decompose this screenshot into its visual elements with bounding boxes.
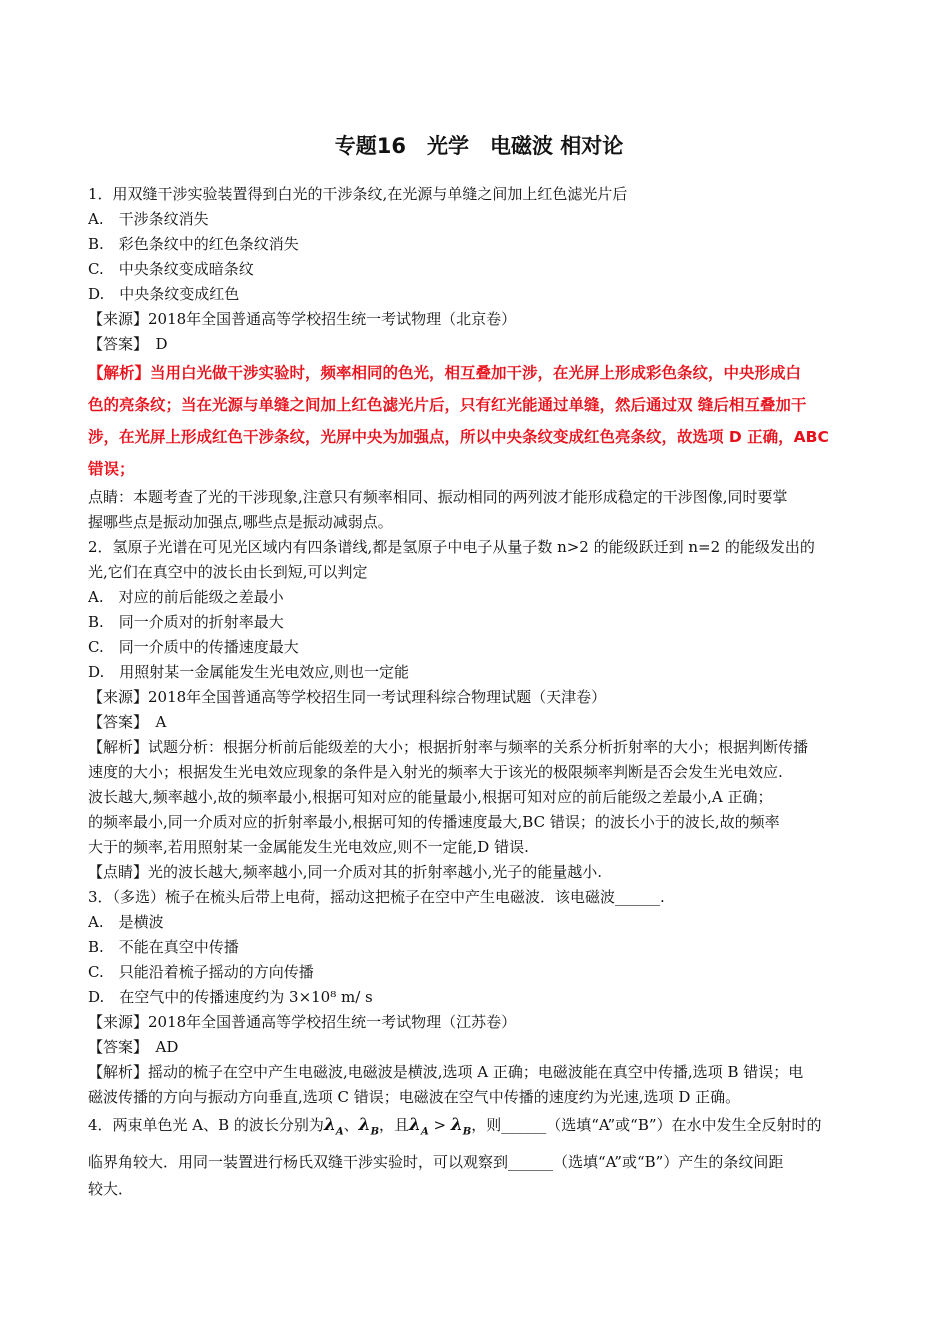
q3-analysis-line-2: 磁波传播的方向与振动方向垂直,选项 C 错误；电磁波在空气中传播的速度约为光速,选项 D 正确。: [88, 1088, 741, 1106]
q3-answer: 【答案】 AD: [88, 1038, 179, 1056]
q2-option-c: C. 同一介质中的传播速度最大: [88, 638, 299, 656]
q1-answer: 【答案】 D: [88, 335, 168, 353]
q2-comment: 【点睛】光的波长越大,频率越小,同一介质对其的折射率越小,光子的能量越小.: [88, 863, 603, 881]
q3-option-c: C. 只能沿着梳子摇动的方向传播: [88, 963, 314, 981]
q2-analysis-line-1: 【解析】试题分析：根据分析前后能级差的大小；根据折射率与频率的关系分析折射率的大小；根据判断传播: [88, 738, 809, 756]
greater-than-sign: >: [428, 1116, 451, 1134]
q4-text-part-2: ，则______（选填“A”或“B”）在水中发生全反射时的: [471, 1116, 822, 1134]
q1-analysis-line-3: 涉，在光屏上形成红色干涉条纹，光屏中央为加强点，所以中央条纹变成红色亮条纹，故选项 D 正确，ABC: [88, 428, 829, 446]
q2-stem-line-2: 光,它们在真空中的波长由长到短,可以判定: [88, 563, 368, 581]
q1-option-d: D. 中央条纹变成红色: [88, 285, 240, 303]
q1-option-c: C. 中央条纹变成暗条纹: [88, 260, 254, 278]
q3-stem: 3．（多选）梳子在梳头后带上电荷，摇动这把梳子在空中产生电磁波．该电磁波______.: [88, 888, 665, 906]
q2-option-d: D. 用照射某一金属能发生光电效应,则也一定能: [88, 663, 410, 681]
lambda-a-symbol: $\lambda_A$: [323, 1115, 344, 1138]
lambda-a-symbol-2: $\lambda_A$: [409, 1115, 429, 1138]
page-title: 专题16 光学 电磁波 相对论: [334, 134, 624, 158]
q3-analysis-line-1: 【解析】摇动的梳子在空中产生电磁波,电磁波是横波,选项 A 正确；电磁波能在真空中传播,选项 B 错误；电: [88, 1063, 804, 1081]
q2-analysis-line-5: 大于的频率,若用照射某一金属能发生光电效应,则不一定能,D 错误.: [88, 838, 529, 856]
q4-stem-line-2: 临界角较大．用同一装置进行杨氏双缝干涉实验时，可以观察到______（选填“A”或“B”）产生的条纹间距: [88, 1153, 784, 1172]
q2-analysis-line-3: 波长越大,频率越小,故的频率最小,根据可知对应的能量最小,根据可知对应的前后能级之差最小,A 正确；: [88, 788, 773, 806]
q1-analysis-line-1: 【解析】当用白光做干涉实验时，频率相同的色光，相互叠加干涉，在光屏上形成彩色条纹，中央形成白: [88, 364, 802, 382]
q1-stem: 1．用双缝干涉实验装置得到白光的干涉条纹,在光源与单缝之间加上红色滤光片后: [88, 185, 628, 203]
q2-source: 【来源】2018年全国普通高等学校招生同一考试理科综合物理试题（天津卷）: [88, 688, 607, 706]
q2-analysis-line-4: 的频率最小,同一介质对应的折射率最小,根据可知的传播速度最大,BC 错误；的波长小于的波长,故的频率: [88, 813, 780, 831]
lambda-b-symbol: $\lambda_B$: [358, 1115, 380, 1138]
q4-stem-line-3: 较大．: [88, 1180, 134, 1199]
q4-and-text: ，且: [379, 1116, 410, 1134]
q4-text-part-1: 4．两束单色光 A、B 的波长分别为: [88, 1116, 324, 1134]
q4-separator: 、: [343, 1116, 359, 1134]
q1-option-b: B. 彩色条纹中的红色条纹消失: [88, 235, 299, 253]
q1-comment-line-1: 点睛：本题考查了光的干涉现象,注意只有频率相同、振动相同的两列波才能形成稳定的干涉图像,同时要掌: [88, 488, 788, 506]
q3-option-a: A. 是横波: [88, 913, 164, 931]
q1-comment-line-2: 握哪些点是振动加强点,哪些点是振动减弱点。: [88, 513, 393, 531]
q1-analysis-line-4: 错误；: [88, 460, 135, 478]
q3-option-d: D. 在空气中的传播速度约为 3×10⁸ m/ s: [88, 988, 373, 1006]
q2-option-b: B. 同一介质对的折射率最大: [88, 613, 284, 631]
q2-stem-line-1: 2．氢原子光谱在可见光区域内有四条谱线,都是氢原子中电子从量子数 n>2 的能级跃迁到 n=2 的能级发出的: [88, 538, 815, 556]
q3-source: 【来源】2018年全国普通高等学校招生统一考试物理（江苏卷）: [88, 1013, 517, 1031]
q1-analysis-line-2: 色的亮条纹；当在光源与单缝之间加上红色滤光片后，只有红光能通过单缝，然后通过双 缝后相互叠加干: [88, 396, 807, 414]
q2-answer: 【答案】 A: [88, 713, 167, 731]
q2-analysis-line-2: 速度的大小；根据发生光电效应现象的条件是入射光的频率大于该光的极限频率判断是否会发生光电效应.: [88, 763, 783, 781]
q2-option-a: A. 对应的前后能级之差最小: [88, 588, 284, 606]
lambda-b-symbol-2: $\lambda_B$: [450, 1115, 472, 1138]
q1-option-a: A. 干涉条纹消失: [88, 210, 209, 228]
q4-stem-line-1: [88, 1110, 870, 1147]
q1-source: 【来源】2018年全国普通高等学校招生统一考试物理（北京卷）: [88, 310, 517, 328]
q3-option-b: B. 不能在真空中传播: [88, 938, 239, 956]
